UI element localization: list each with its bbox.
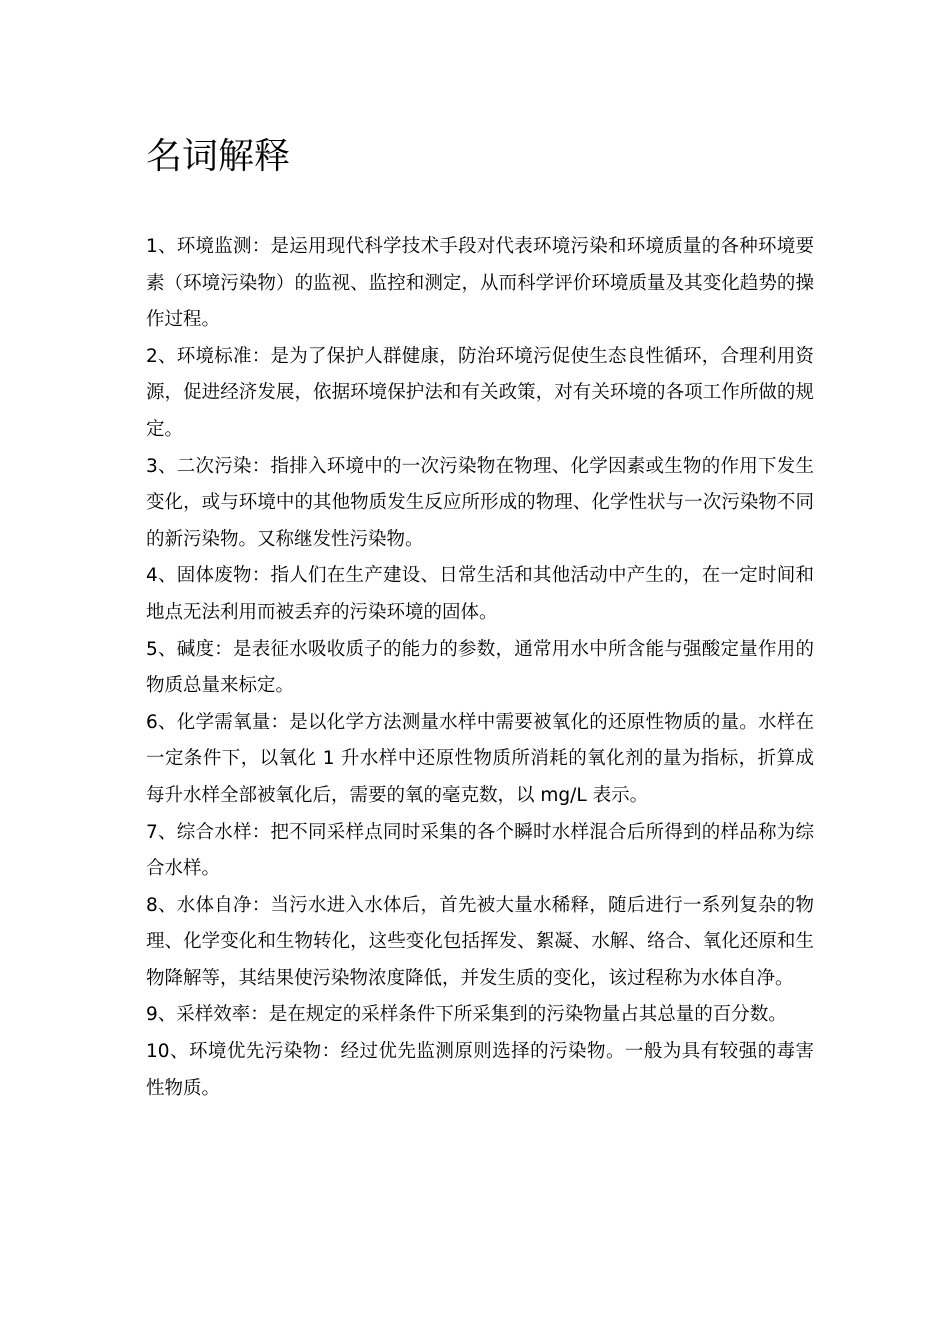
definition-item: 6、化学需氧量：是以化学方法测量水样中需要被氧化的还原性物质的量。水样在一定条件下，以氧化 1 升水样中还原性物质所消耗的氧化剂的量为指标，折算成每升水样全部被氧化后，需要的氧的毫克数，以 mg/L 表示。 bbox=[146, 711, 814, 806]
definition-item: 2、环境标准：是为了保护人群健康，防治环境污促使生态良性循环，合理利用资源，促进经济发展，依据环境保护法和有关政策，对有关环境的各项工作所做的规定。 bbox=[146, 345, 814, 440]
definition-item: 7、综合水样：把不同采样点同时采集的各个瞬时水样混合后所得到的样品称为综合水样。 bbox=[146, 821, 814, 880]
definition-item: 10、环境优先污染物：经过优先监测原则选择的污染物。一般为具有较强的毒害性物质。 bbox=[146, 1041, 814, 1099]
definition-item: 5、碱度：是表征水吸收质子的能力的参数，通常用水中所含能与强酸定量作用的物质总量来标定。 bbox=[146, 638, 814, 697]
definition-list bbox=[146, 229, 814, 1107]
definition-item: 3、二次污染：指排入环境中的一次污染物在物理、化学因素或生物的作用下发生变化，或与环境中的其他物质发生反应所形成的物理、化学性状与一次污染物不同的新污染物。又称继发性污染物。 bbox=[146, 455, 814, 550]
page-title: 名词解释 bbox=[146, 136, 291, 177]
definition-item: 9、采样效率：是在规定的采样条件下所采集到的污染物量占其总量的百分数。 bbox=[146, 1004, 787, 1026]
definition-item: 4、固体废物：指人们在生产建设、日常生活和其他活动中产生的，在一定时间和地点无法利用而被丢弃的污染环境的固体。 bbox=[146, 565, 814, 623]
definition-item: 1、环境监测：是运用现代科学技术手段对代表环境污染和环境质量的各种环境要素（环境污染物）的监视、监控和测定，从而科学评价环境质量及其变化趋势的操作过程。 bbox=[146, 236, 814, 331]
definition-item: 8、水体自净：当污水进入水体后，首先被大量水稀释，随后进行一系列复杂的物理、化学变化和生物转化，这些变化包括挥发、絮凝、水解、络合、氧化还原和生物降解等，其结果使污染物浓度降低，并发生质的变化，该过程称为水体自净。 bbox=[146, 894, 814, 989]
